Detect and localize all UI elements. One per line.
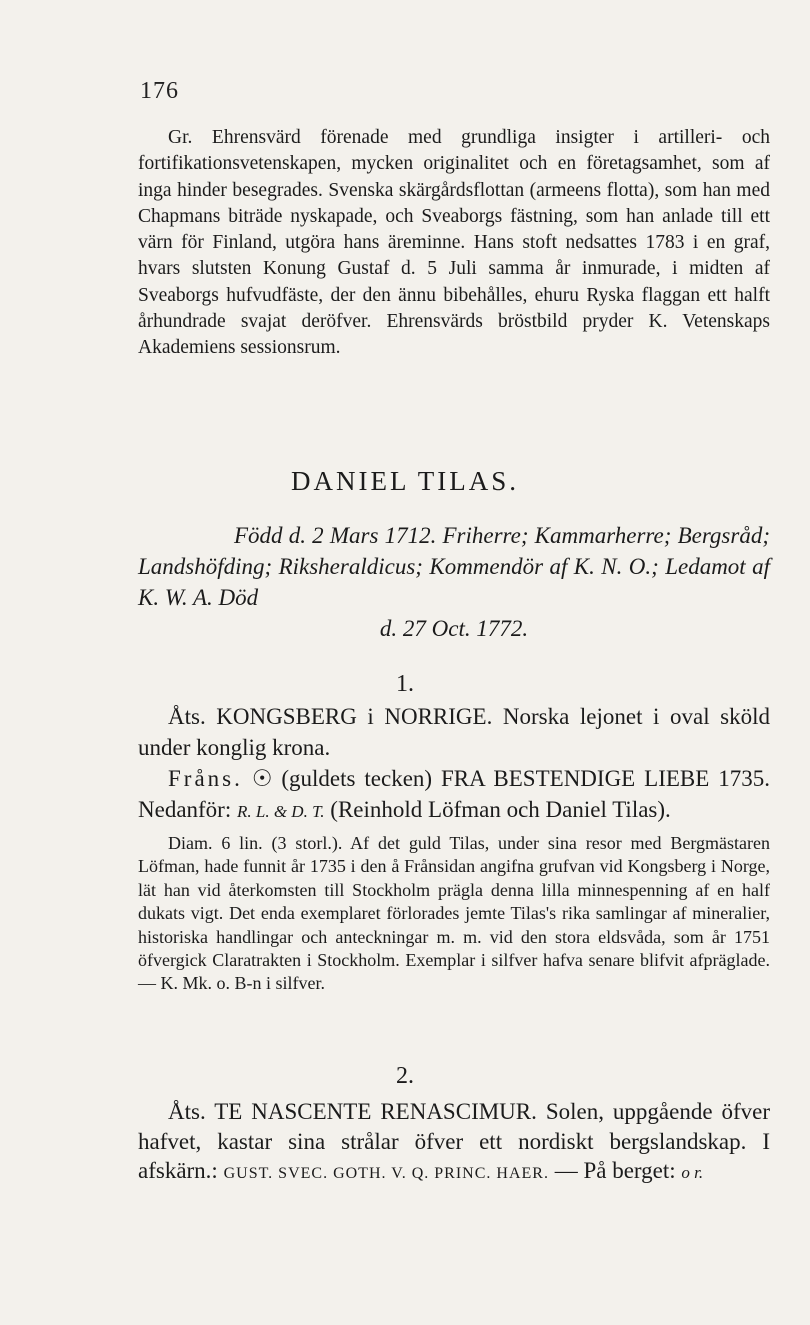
entry-1-reverse bbox=[138, 763, 770, 827]
person-heading: DANIEL TILAS. bbox=[291, 466, 519, 496]
obverse-text: KONGSBERG i NORRIGE. Norska lejonet i oval sköld under konglig krona. bbox=[138, 704, 771, 760]
obverse-text: TE NASCENTE RENASCIMUR. Solen, uppgående öfver hafvet, kastar sina strålar öfver ett nordiskt bergslandskap. I afskärn.: bbox=[138, 1099, 770, 1183]
titles-death-date: d. 27 Oct. 1772. bbox=[379, 616, 529, 641]
reverse-initials: R. L. & D. T. bbox=[237, 802, 325, 821]
entry-number-2: 2. bbox=[396, 1063, 414, 1089]
obverse-label: Åts. bbox=[168, 704, 206, 729]
page-number: 176 bbox=[140, 78, 179, 104]
after-exergue: — På berget: bbox=[554, 1158, 676, 1183]
reverse-text: ☉ (guldets tecken) FRA BESTENDIGE LIEBE 1735. Nedanför: bbox=[138, 766, 770, 822]
obverse-label: Åts. bbox=[168, 1099, 206, 1124]
reverse-after: (Reinhold Löfman och Daniel Tilas). bbox=[330, 797, 671, 822]
entry-1-description: Diam. 6 lin. (3 storl.). Af det guld Tilas, under sina resor med Bergmästaren Löfman, hade funnit år 1735 i den å Frånsidan angifna grufvan vid Kongsberg i Norge, lät han vid återkomsten till Stockholm prägla denna lilla minnespenning af en half dukats vigt. Det enda exemplaret förlorades jemte Tilas's rika samlingar af mineralier, historiska handlingar och anteckningar m. m. vid den stora eldsvåda, som år 1751 öfvergick Claratrakten i Stockholm. Exemplar i silfver hafva senare blifvit afpräglade. — K. Mk. o. B-n i silfver. bbox=[138, 833, 770, 994]
intro-paragraph: Gr. Ehrensvärd förenade med grundliga insigter i artilleri- och fortifikationsvetenskapen, mycken originalitet och en företagsamhet, som af inga hinder besegrades. Svenska skärgårdsflottan (armeens flotta), som han med Chapmans biträde nyskapade, och Sveaborgs fästning, som han anlade till ett värn för Finland, utgöra hans äreminne. Hans stoft nedsattes 1783 i en graf, hvars slutsten Konung Gustaf d. 5 Juli samma år inmurade, i midten af Sveaborgs hufvudfäste, der den ännu bibehålles, ehuru Ryska flaggan ett halft århundrade svajat deröfver. Ehrensvärds bröstbild pryder K. Vetenskaps Akademiens sessionsrum. bbox=[138, 127, 770, 359]
reverse-label: Fråns. bbox=[168, 766, 243, 791]
person-titles bbox=[138, 520, 770, 644]
entry-1-obverse bbox=[138, 701, 770, 763]
mountain-letters: o r. bbox=[681, 1163, 704, 1182]
entry-2-obverse bbox=[138, 1097, 770, 1189]
exergue-text: GUST. SVEC. GOTH. V. Q. PRINC. HAER. bbox=[223, 1165, 549, 1182]
entry-number-1: 1. bbox=[396, 671, 414, 697]
titles-text: Född d. 2 Mars 1712. Friherre; Kammarherre; Bergsråd; Landshöfding; Riksheraldicus; Kommendör af K. N. O.; Ledamot af K. W. A. Död bbox=[138, 523, 770, 610]
